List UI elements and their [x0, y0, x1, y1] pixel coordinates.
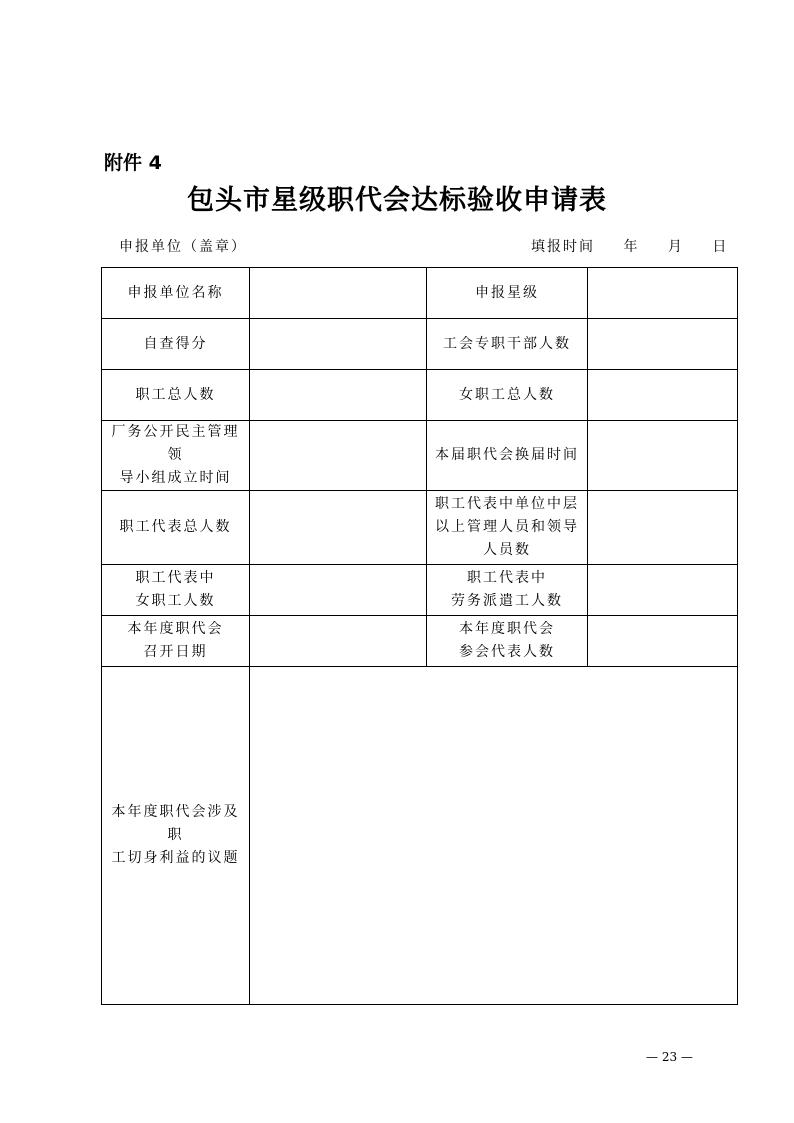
label-worker-interest-topics: [102, 667, 250, 1005]
input-leading-group-date[interactable]: [250, 421, 427, 491]
table-row: [102, 491, 738, 565]
input-star-level[interactable]: [588, 268, 738, 319]
application-form-table: [101, 267, 738, 1005]
label-line: 工切身利益的议题: [111, 850, 240, 866]
input-union-cadre-count[interactable]: [588, 319, 738, 370]
page-number: — 23 —: [646, 1050, 693, 1064]
input-applicant-unit-name[interactable]: [250, 268, 427, 319]
label-star-level: 申报星级: [427, 268, 588, 319]
fill-time-label: 填报时间: [531, 239, 595, 255]
label-line: 本年度职代会: [459, 621, 555, 637]
attachment-label: 附件 4: [104, 152, 162, 174]
table-row: [102, 421, 738, 491]
label-line: 本年度职代会涉及职: [111, 804, 240, 843]
label-total-female-workers: 女职工总人数: [427, 370, 588, 421]
label-line: 厂务公开民主管理领: [111, 424, 240, 463]
label-line: 职工代表中: [135, 570, 216, 586]
label-line: 人员数: [483, 542, 531, 558]
input-female-representatives[interactable]: [250, 565, 427, 616]
input-congress-date[interactable]: [250, 616, 427, 667]
label-leading-group-date: [102, 421, 250, 491]
table-row: [102, 565, 738, 616]
input-total-representatives[interactable]: [250, 491, 427, 565]
table-row: [102, 370, 738, 421]
label-term-change-date: 本届职代会换届时间: [427, 421, 588, 491]
table-row: [102, 667, 738, 1005]
input-self-check-score[interactable]: [250, 319, 427, 370]
year-label: 年: [623, 239, 640, 255]
label-female-representatives: [102, 565, 250, 616]
label-line: 本年度职代会: [127, 621, 224, 637]
table-row: [102, 319, 738, 370]
fill-date-line: [531, 236, 728, 256]
page-title: 包头市星级职代会达标验收申请表: [187, 185, 607, 216]
label-line: 参会代表人数: [459, 644, 555, 660]
label-line: 导小组成立时间: [119, 470, 232, 486]
label-line: 以上管理人员和领导: [435, 519, 579, 535]
label-line: 劳务派遣工人数: [451, 593, 563, 609]
month-label: 月: [667, 239, 684, 255]
label-line: 女职工人数: [135, 593, 216, 609]
label-attending-representatives: [427, 616, 588, 667]
day-label: 日: [712, 239, 729, 255]
input-attending-representatives[interactable]: [588, 616, 738, 667]
input-middle-management-count[interactable]: [588, 491, 738, 565]
table-row: [102, 616, 738, 667]
label-self-check-score: 自查得分: [102, 319, 250, 370]
label-line: 召开日期: [143, 644, 208, 660]
input-total-workers[interactable]: [250, 370, 427, 421]
label-line: 职工代表中单位中层: [435, 496, 579, 512]
table-row: [102, 268, 738, 319]
input-dispatched-workers[interactable]: [588, 565, 738, 616]
label-union-cadre-count: 工会专职干部人数: [427, 319, 588, 370]
label-applicant-unit-name: 申报单位名称: [102, 268, 250, 319]
label-middle-management-count: [427, 491, 588, 565]
input-worker-interest-topics[interactable]: [250, 667, 738, 1005]
label-line: 职工代表中: [467, 570, 547, 586]
applicant-unit-label: 申报单位（盖章）: [119, 239, 247, 255]
input-total-female-workers[interactable]: [588, 370, 738, 421]
input-term-change-date[interactable]: [588, 421, 738, 491]
label-dispatched-workers: [427, 565, 588, 616]
label-congress-date: [102, 616, 250, 667]
label-total-workers: 职工总人数: [102, 370, 250, 421]
label-total-representatives: 职工代表总人数: [102, 491, 250, 565]
